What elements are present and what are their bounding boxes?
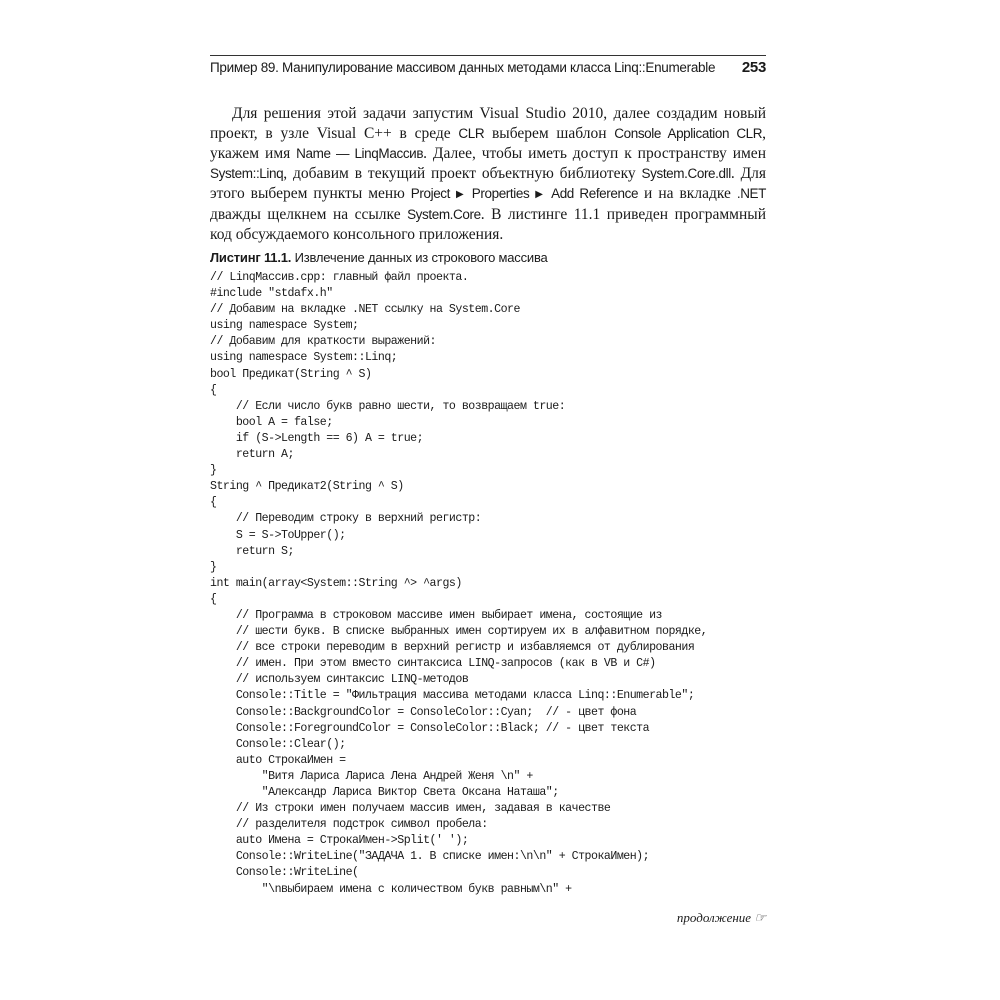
code-line: } (210, 464, 217, 478)
code-line: // используем синтаксис LINQ-методов (210, 673, 469, 687)
code-line: String ^ Предикат2(String ^ S) (210, 480, 404, 494)
code-line: "Александр Лариса Виктор Света Оксана Наташа"; (210, 786, 559, 799)
code-line: // Добавим на вкладке .NET ссылку на System.Core (210, 303, 520, 317)
code-line: "Витя Лариса Лариса Лена Андрей Женя \n" + (210, 769, 533, 783)
listing-caption (210, 250, 766, 265)
code-line: // Программа в строковом массиве имен выбирает имена, состоящие из (210, 608, 663, 622)
code-line: bool A = false; (210, 415, 333, 429)
triangle-right-icon: ▶ (455, 189, 466, 200)
paragraph-text: . Далее, чтобы иметь доступ к пространству имен (423, 145, 766, 162)
ui-term: Console Application CLR (614, 126, 763, 141)
menu-item-project: Project (410, 186, 450, 201)
code-line: Console::WriteLine( (210, 866, 359, 880)
code-line: return A; (210, 448, 294, 462)
code-listing (210, 270, 766, 898)
triangle-right-icon: ▶ (535, 189, 546, 200)
code-line: // Если число букв равно шести, то возвращаем true: (210, 399, 566, 413)
ui-term: .NET (736, 186, 766, 201)
code-line: } (210, 560, 217, 574)
continuation-note: продолжение ☞ (676, 910, 766, 925)
code-line: using namespace System::Linq; (210, 351, 398, 365)
page-number: 253 (741, 59, 766, 76)
code-line: using namespace System; (210, 319, 359, 333)
code-line: // все строки переводим в верхний регистр и избавляемся от дублирования (210, 641, 695, 655)
code-line: auto Имена = СтрокаИмен->Split(' '); (210, 834, 469, 848)
code-line: { (210, 496, 217, 510)
paragraph-text: . Для этого выберем пункты меню (210, 165, 767, 202)
ui-term: CLR (458, 126, 485, 141)
paragraph-text: , добавим в текущий проект объектную библиотеку (283, 165, 642, 182)
code-line: // разделителя подстрок символ пробела: (210, 818, 488, 832)
menu-item-properties: Properties (471, 186, 530, 201)
code-line: bool Предикат(String ^ S) (210, 367, 372, 381)
paragraph-text: Для решения этой задачи запустим Visual Studio 2010, далее создадим новый проект, в узле Visual C++ в среде (210, 105, 766, 142)
code-line: // Добавим для краткости выражений: (210, 335, 437, 349)
menu-item-add-reference: Add Reference (551, 186, 639, 201)
ui-term: System.Core.dll (641, 166, 731, 181)
code-line: // Переводим строку в верхний регистр: (210, 512, 482, 526)
code-line: Console::Title = "Фильтрация массива методами класса Linq::Enumerable"; (210, 689, 695, 703)
listing-title: Извлечение данных из строкового массива (294, 250, 548, 265)
code-line: { (210, 592, 217, 606)
code-line: Console::BackgroundColor = ConsoleColor::Cyan; // - цвет фона (210, 705, 637, 719)
ui-term: Name — LinqМассив (296, 146, 424, 161)
header-rule (210, 55, 766, 56)
code-line: // имен. При этом вместо синтаксиса LINQ-запросов (как в VB и C#) (210, 657, 656, 671)
code-line: Console::Clear(); (210, 737, 346, 751)
ui-term: System.Core (407, 207, 481, 222)
code-line: { (210, 383, 217, 397)
code-line: // шести букв. В списке выбранных имен сортируем их в алфавитном порядке, (210, 625, 708, 639)
code-line: if (S->Length == 6) A = true; (210, 431, 424, 445)
code-line: S = S->ToUpper(); (210, 528, 346, 542)
code-line: return S; (210, 544, 294, 558)
paragraph-text: и на вкладке (638, 185, 737, 202)
code-line: // LinqМассив.cpp: главный файл проекта. (210, 271, 469, 284)
code-line: #include "stdafx.h" (210, 287, 333, 301)
code-line: auto СтрокаИмен = (210, 753, 346, 767)
paragraph-text: выберем шаблон (484, 125, 615, 142)
paragraph-text: . В листинге 11.1 приведен программный код обсуждаемого консольного приложения. (210, 206, 766, 243)
code-line: // Из строки имен получаем массив имен, задавая в качестве (210, 802, 611, 816)
code-line: "\nвыбираем имена с количеством букв равным\n" + (210, 882, 572, 896)
code-line: Console::ForegroundColor = ConsoleColor::Black; // - цвет текста (210, 721, 650, 735)
paragraph-text: , укажем имя (210, 125, 767, 162)
running-header-title: Пример 89. Манипулирование массивом данных методами класса Linq::Enumerable (210, 60, 716, 75)
running-header (210, 60, 766, 82)
code-line: Console::WriteLine("ЗАДАЧА 1. В списке имен:\n\n" + СтрокаИмен); (210, 850, 650, 864)
intro-paragraph (210, 104, 766, 245)
code-line: int main(array<System::String ^> ^args) (210, 576, 462, 590)
listing-label: Листинг 11.1. (210, 250, 292, 265)
paragraph-text: дважды щелкнем на ссылке (210, 206, 408, 223)
ui-term: System::Linq (210, 166, 284, 181)
